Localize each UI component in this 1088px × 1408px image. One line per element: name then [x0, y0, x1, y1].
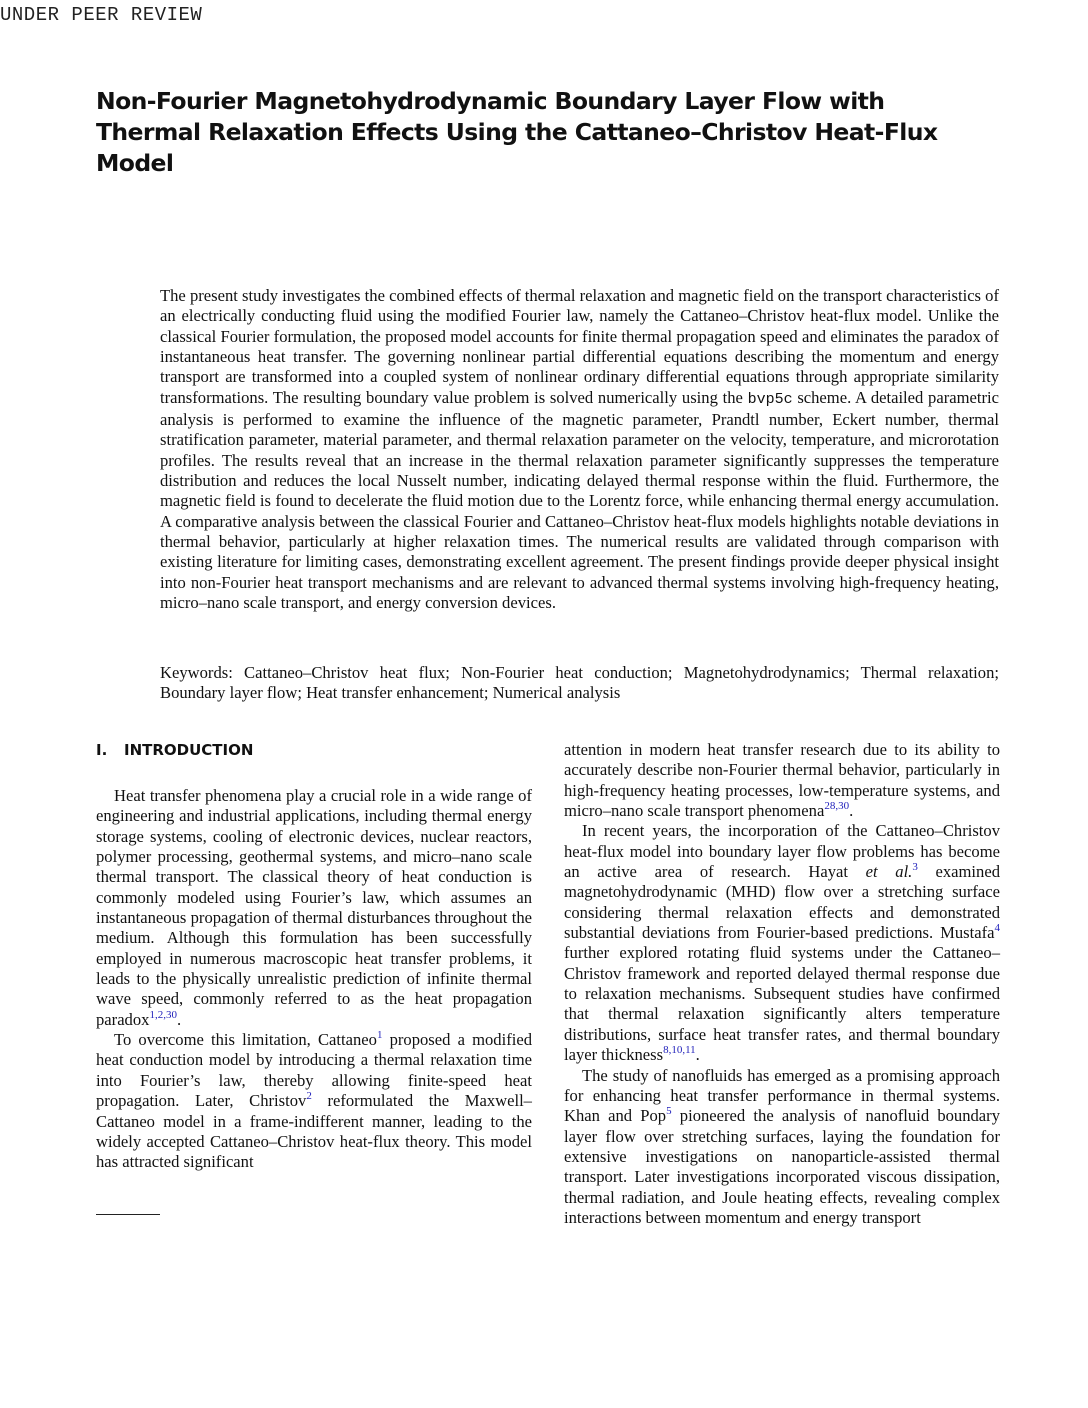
citation-link[interactable]: 1 [376, 1029, 383, 1042]
citation-link[interactable]: 28,30 [824, 800, 850, 813]
citation-link[interactable]: 1,2,30 [149, 1008, 177, 1021]
paragraph-text: The study of nanofluids has emerged as a promising approach for enhancing heat transfer performance in thermal systems. Khan and Pop [564, 1065, 1000, 1126]
etal-text: et al. [865, 862, 913, 882]
paragraph [564, 821, 1000, 1065]
paragraph-text: proposed a modified heat conduction model by introducing a thermal relaxation time into Fourier’s law, thereby allowing finite-speed heat propagation. Later, Christov [96, 1030, 532, 1111]
paragraph [564, 1066, 1000, 1229]
citation-link[interactable]: 3 [912, 861, 918, 874]
keywords: Keywords: Cattaneo–Christov heat flux; Non-Fourier heat conduction; Magnetohydrodynamics; Thermal relaxation; Boundary layer flow; Heat transfer enhancement; Numerical analysis [160, 663, 999, 703]
column-left [96, 786, 532, 1173]
watermark: UNDER PEER REVIEW [0, 4, 203, 26]
citation-link[interactable]: 8,10,11 [663, 1044, 696, 1057]
paragraph-text: reformulated the Maxwell–Cattaneo model in a frame-indifferent manner, leading to the widely accepted Cattaneo–Christov heat-flux theory. This model has attracted significant [96, 1091, 532, 1172]
column-right [564, 740, 1000, 1228]
paragraph-text: pioneered the analysis of nanofluid boundary layer flow over stretching surfaces, laying the foundation for extensive investigations on nanoparticle-assisted thermal transport. Later investigations incorporated viscous dissipation, thermal radiation, and Joule heating effects, revealing complex interactions between momentum and energy transport [564, 1106, 1000, 1227]
citation-link[interactable]: 5 [666, 1105, 672, 1118]
citation-link[interactable]: 2 [306, 1090, 312, 1103]
paragraph-text: . [695, 1045, 700, 1065]
footnote-rule [96, 1214, 160, 1215]
paragraph-text: further explored rotating fluid systems under the Cattaneo–Christov framework and reported delayed thermal response due to relaxation mechanisms. Subsequent studies have confirmed that thermal relaxation significantly alters temperature distributions, surface heat transfer rates, and thermal boundary layer thickness [564, 943, 1000, 1065]
paragraph-text: . [176, 1009, 182, 1029]
paragraph [96, 1030, 532, 1172]
section-heading [96, 741, 253, 759]
paragraph-text: examined magnetohydrodynamic (MHD) flow over a stretching surface considering thermal relaxation effects and demonstrated substantial deviations from Fourier-based predictions. Mustafa [564, 862, 1000, 943]
paragraph-text: . [849, 801, 854, 821]
paragraph-text: attention in modern heat transfer research due to its ability to accurately describe non-Fourier thermal behavior, particularly in high-frequency heating processes, low-temperature systems, and micro–nano scale transport phenomena [564, 740, 1000, 821]
abstract-text: The present study investigates the combined effects of thermal relaxation and magnetic field on the transport characteristics of an electrically conducting fluid using the modified Fourier law, namely the Cattaneo–Christov heat-flux model. Unlike the classical Fourier formulation, the proposed model accounts for finite thermal propagation speed and eliminates the paradox of instantaneous heat transfer. The governing nonlinear partial differential equations describing the momentum and energy transport are transformed into a coupled system of nonlinear ordinary differential equations through appropriate similarity transformations. The resulting boundary value problem is solved numerically using the [160, 286, 999, 407]
abstract-text: scheme. A detailed parametric analysis is performed to examine the influence of the magnetic parameter, Prandtl number, Eckert number, thermal stratification parameter, material parameter, and thermal relaxation parameter on the velocity, temperature, and microrotation profiles. The results reveal that an increase in the thermal relaxation parameter significantly suppresses the temperature distribution and reduces the local Nusselt number, indicating delayed thermal response within the fluid. Furthermore, the magnetic field is found to decelerate the fluid motion due to the Lorentz force, while enhancing thermal energy accumulation. A comparative analysis between the classical Fourier and Cattaneo–Christov heat-flux models highlights notable deviations in thermal behavior, particularly at higher relaxation times. The numerical results are validated through comparison with existing literature for limiting cases, demonstrating excellent agreement. The present findings provide deeper physical insight into non-Fourier heat transport mechanisms and are relevant to advanced thermal systems involving high-frequency heating, micro–nano scale transport, and energy conversion devices. [160, 387, 999, 613]
paragraph [96, 786, 532, 1030]
paper-title: Non-Fourier Magnetohydrodynamic Boundary Layer Flow with Thermal Relaxation Effects Using the Cattaneo–Christov Heat-Flux Model [96, 87, 938, 177]
citation-link[interactable]: 4 [994, 922, 1000, 935]
paragraph-text: Heat transfer phenomena play a crucial role in a wide range of engineering and industrial applications, including thermal energy storage systems, cooling of electronic devices, nuclear reactors, polymer processing, geothermal systems, and micro–nano scale thermal transport. The classical theory of heat conduction is commonly modeled using Fourier’s law, which assumes an instantaneous propagation of thermal disturbances throughout the medium. Although this formulation has been successfully employed in numerous macroscopic heat transfer problems, it leads to the physically unrealistic prediction of infinite thermal wave speed, commonly referred to as the heat propagation paradox [96, 786, 532, 1029]
paragraph-text: To overcome this limitation, Cattaneo [114, 1030, 377, 1050]
paragraph-text: In recent years, the incorporation of the Cattaneo–Christov heat-flux model into boundary layer flow problems has become an active area of research. Hayat [564, 821, 1000, 882]
abstract-code: bvp5c [747, 390, 793, 408]
section-title: INTRODUCTION [124, 741, 254, 759]
abstract [160, 286, 999, 614]
paragraph [564, 740, 1000, 821]
section-number: I. [96, 741, 108, 759]
